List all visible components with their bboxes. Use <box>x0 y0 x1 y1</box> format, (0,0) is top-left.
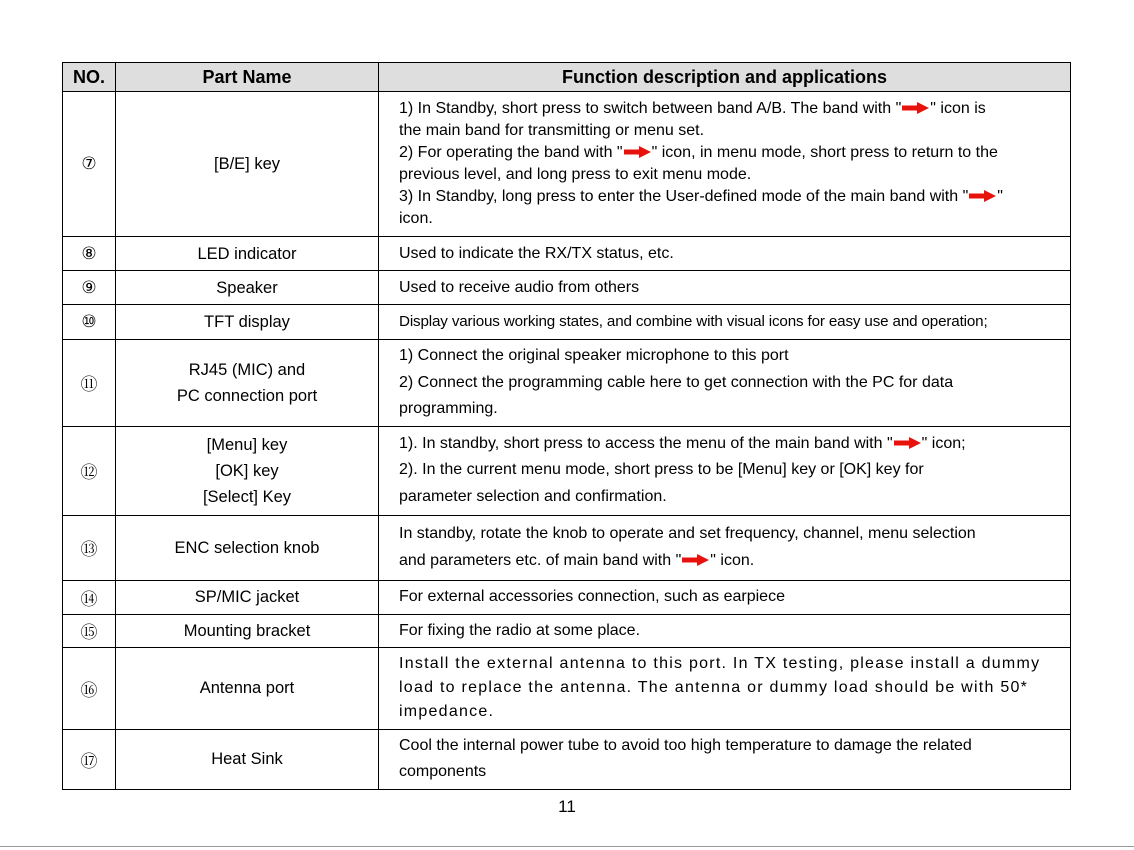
description-line <box>399 733 1064 760</box>
description-text: Install the external antenna to this port. In TX testing, please install a dummy <box>399 655 1041 672</box>
description-text: Used to receive audio from others <box>399 278 640 296</box>
description-line <box>399 484 1064 511</box>
row-number: ⑬ <box>63 515 116 580</box>
row-number: ⑭ <box>63 580 116 614</box>
table-row <box>63 237 1071 271</box>
part-name-cell <box>116 515 379 580</box>
description-cell <box>379 92 1071 237</box>
description-cell <box>379 426 1071 515</box>
red-right-arrow-icon <box>682 554 709 566</box>
description-line <box>399 186 1064 208</box>
description-text: icon. <box>399 210 433 227</box>
parts-table <box>62 62 1071 790</box>
description-line <box>399 164 1064 186</box>
description-text: " <box>997 188 1003 205</box>
part-name-cell <box>116 580 379 614</box>
description-text: 1) In Standby, short press to switch between band A/B. The band with " <box>399 100 902 117</box>
row-number: ⑩ <box>63 305 116 340</box>
part-name-cell <box>116 237 379 271</box>
part-name-line: Mounting bracket <box>183 621 311 640</box>
description-text: 1). In standby, short press to access the menu of the main band with " <box>399 434 893 452</box>
description-line <box>399 396 1064 423</box>
part-name-line: Speaker <box>216 278 278 297</box>
part-name-line: ENC selection knob <box>174 538 320 557</box>
table-row <box>63 426 1071 515</box>
part-name-line: RJ45 (MIC) and <box>188 360 306 379</box>
part-name-line: LED indicator <box>197 244 297 263</box>
description-text: previous level, and long press to exit menu mode. <box>399 166 752 183</box>
description-line <box>399 548 1064 575</box>
description-line <box>399 521 1064 548</box>
description-text: and parameters etc. of main band with " <box>399 551 682 569</box>
description-cell <box>379 271 1071 305</box>
table-row <box>63 340 1071 427</box>
description-line <box>399 343 1064 370</box>
description-line <box>399 620 1064 642</box>
part-name-line: SP/MIC jacket <box>194 588 300 606</box>
header-no: NO. <box>63 63 116 92</box>
table-header <box>63 63 1071 92</box>
row-number: ⑰ <box>63 729 116 789</box>
description-cell <box>379 729 1071 789</box>
part-name-cell <box>116 340 379 427</box>
part-name-line: Heat Sink <box>211 750 283 768</box>
row-number: ⑫ <box>63 426 116 515</box>
table-row <box>63 271 1071 305</box>
table-row <box>63 729 1071 789</box>
description-cell <box>379 237 1071 271</box>
description-line <box>399 370 1064 397</box>
row-number: ⑯ <box>63 647 116 729</box>
description-line <box>399 759 1064 786</box>
description-text: " icon; <box>921 434 966 452</box>
description-line <box>399 652 1064 676</box>
red-right-arrow-icon <box>969 190 996 202</box>
description-cell <box>379 305 1071 340</box>
description-line <box>399 208 1064 230</box>
row-number: ⑨ <box>63 271 116 305</box>
part-name-line: PC connection port <box>176 386 318 405</box>
table-row <box>63 305 1071 340</box>
description-text: parameter selection and confirmation. <box>399 487 667 505</box>
description-text: 2). In the current menu mode, short press to be [Menu] key or [OK] key for <box>399 461 924 479</box>
description-line <box>399 457 1064 484</box>
description-line <box>399 431 1064 458</box>
part-name-line: [B/E] key <box>213 155 281 173</box>
part-name-line: TFT display <box>204 313 290 331</box>
description-text: 2) For operating the band with " <box>399 144 623 161</box>
description-text: " icon, in menu mode, short press to return to the <box>651 144 998 161</box>
description-text: load to replace the antenna. The antenna or dummy load should be with 50* <box>399 679 1029 696</box>
part-name-line: [Select] Key <box>202 487 292 506</box>
description-line <box>399 142 1064 164</box>
page-bottom-rule <box>0 846 1134 847</box>
red-right-arrow-icon <box>624 146 651 158</box>
row-number: ⑮ <box>63 614 116 647</box>
description-text: " icon. <box>710 551 755 569</box>
description-text: In standby, rotate the knob to operate and set frequency, channel, menu selection <box>399 525 976 542</box>
part-name-cell <box>116 305 379 340</box>
part-name-cell <box>116 647 379 729</box>
description-text: " icon is <box>930 100 986 117</box>
description-cell <box>379 515 1071 580</box>
description-text: Display various working states, and combine with visual icons for easy use and operation; <box>399 313 988 330</box>
table-row <box>63 580 1071 614</box>
description-text: 3) In Standby, long press to enter the User-defined mode of the main band with " <box>399 188 969 205</box>
part-name-cell <box>116 426 379 515</box>
table-row <box>63 515 1071 580</box>
header-row <box>63 63 1071 92</box>
table-row <box>63 92 1071 237</box>
part-name-cell <box>116 92 379 237</box>
description-line <box>399 586 1064 608</box>
header-function: Function description and applications <box>379 63 1071 92</box>
description-text: components <box>399 763 487 780</box>
red-right-arrow-icon <box>902 102 929 114</box>
description-text: Cool the internal power tube to avoid too high temperature to damage the related <box>399 736 972 754</box>
description-text: For external accessories connection, such as earpiece <box>399 588 785 605</box>
description-line <box>399 700 1064 724</box>
header-part-name: Part Name <box>116 63 379 92</box>
description-cell <box>379 647 1071 729</box>
part-name-cell <box>116 614 379 647</box>
row-number: ⑦ <box>63 92 116 237</box>
part-name-line: Antenna port <box>199 679 295 697</box>
description-line <box>399 120 1064 142</box>
description-line <box>399 98 1064 120</box>
description-text: impedance. <box>399 703 495 720</box>
description-cell <box>379 340 1071 427</box>
description-line <box>399 676 1064 700</box>
row-number: ⑧ <box>63 237 116 271</box>
part-name-line: [OK] key <box>215 461 279 480</box>
row-number: ⑪ <box>63 340 116 427</box>
description-text: Used to indicate the RX/TX status, etc. <box>399 244 674 262</box>
part-name-line: [Menu] key <box>206 435 288 454</box>
red-right-arrow-icon <box>894 437 921 449</box>
description-line <box>399 243 1064 265</box>
description-line <box>399 277 1064 299</box>
description-text: programming. <box>399 400 498 417</box>
description-cell <box>379 580 1071 614</box>
description-line <box>399 311 1064 333</box>
description-text: For fixing the radio at some place. <box>399 621 641 639</box>
description-text: 1) Connect the original speaker microphone to this port <box>399 347 789 364</box>
page-number: 11 <box>558 797 576 816</box>
table-row <box>63 647 1071 729</box>
table-row <box>63 614 1071 647</box>
part-name-cell <box>116 271 379 305</box>
description-cell <box>379 614 1071 647</box>
description-text: the main band for transmitting or menu set. <box>399 122 705 139</box>
description-text: 2) Connect the programming cable here to get connection with the PC for data <box>399 373 954 391</box>
table-body <box>63 92 1071 790</box>
part-name-cell <box>116 729 379 789</box>
